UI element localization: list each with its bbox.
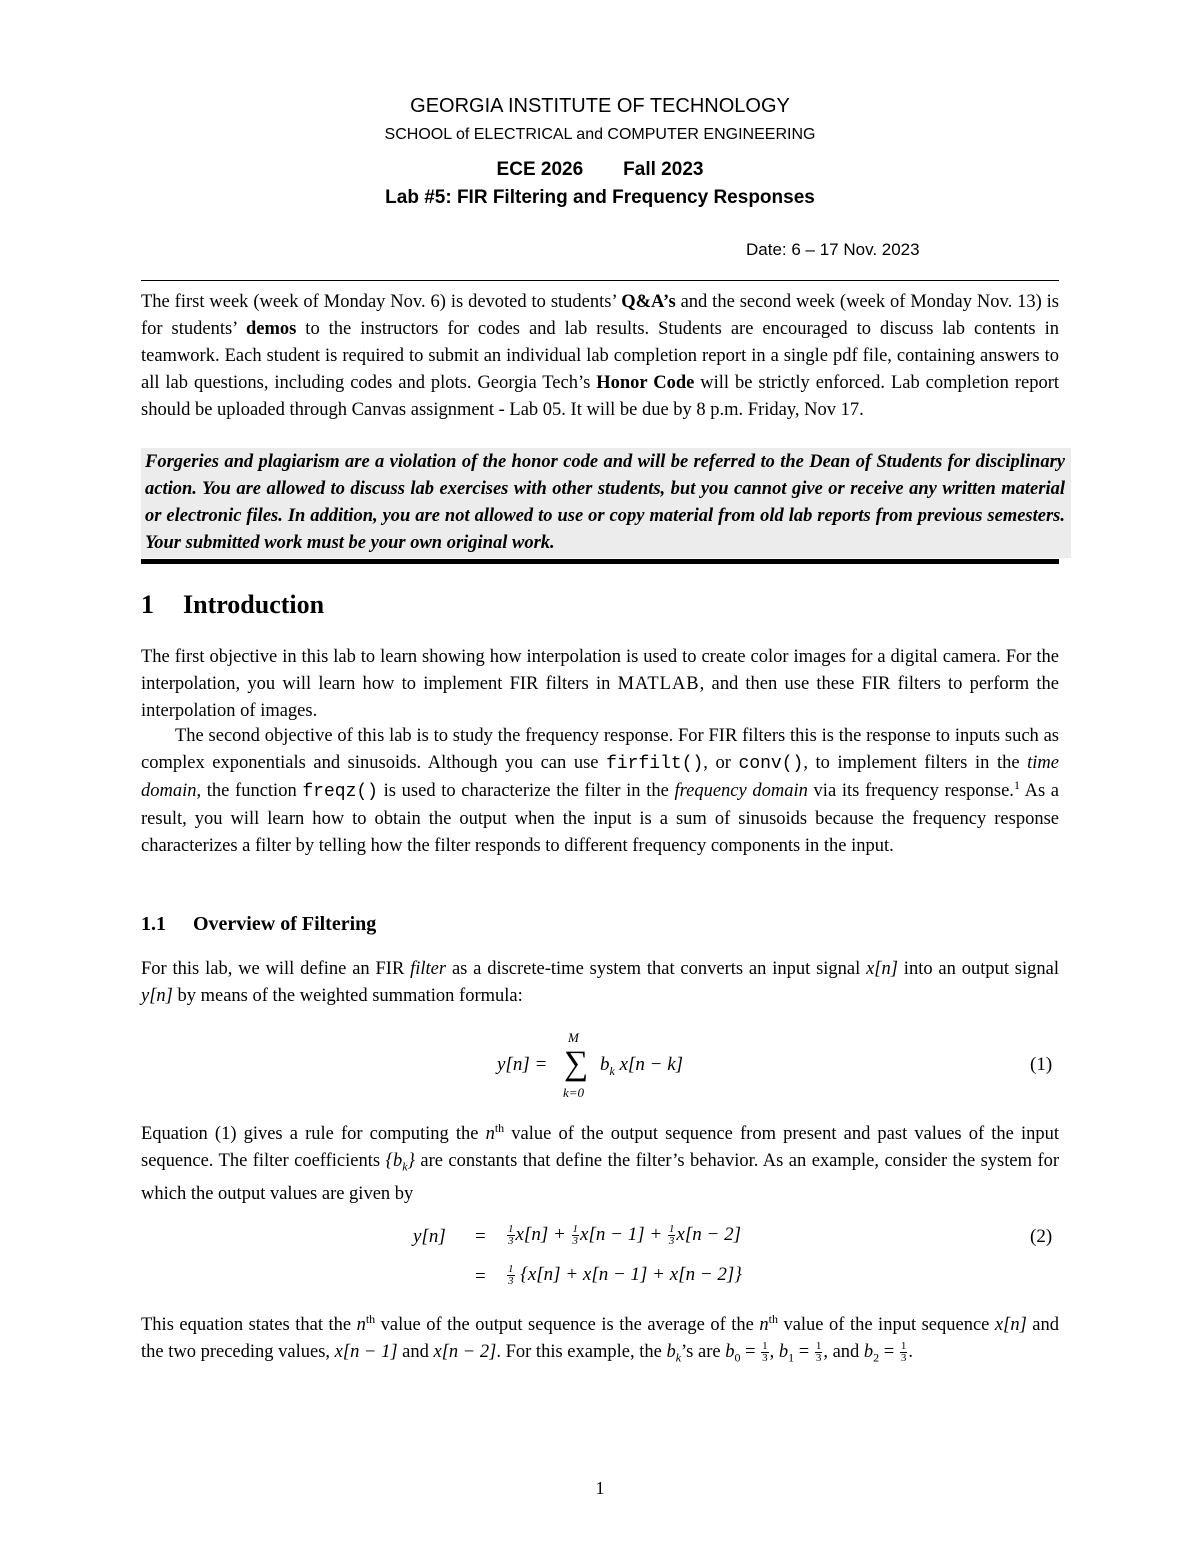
matlab-name: MATLAB bbox=[617, 674, 700, 694]
text: This equation states that the bbox=[141, 1315, 357, 1335]
course-term: Fall 2023 bbox=[623, 159, 704, 180]
school-name: SCHOOL of ELECTRICAL and COMPUTER ENGINEERING bbox=[384, 126, 816, 143]
text: , the function bbox=[196, 781, 303, 801]
fir-definition bbox=[141, 956, 1059, 1010]
frac-den: 3 bbox=[900, 1352, 907, 1365]
frac-num: 1 bbox=[668, 1223, 675, 1236]
eq2-lhs: y[n] bbox=[413, 1226, 446, 1247]
intro-objective-1 bbox=[141, 644, 1059, 725]
footnote-mark[interactable]: 1 bbox=[1013, 777, 1020, 792]
eq2-term2: x[n − 1] + bbox=[580, 1224, 667, 1245]
superscript: th bbox=[494, 1120, 505, 1135]
eq2-line2: {x[n] + x[n − 1] + x[n − 2]} bbox=[520, 1264, 742, 1285]
math-brace: } bbox=[407, 1151, 415, 1171]
code-conv: conv() bbox=[738, 754, 804, 774]
eq1-sub: k bbox=[609, 1063, 615, 1078]
superscript: th bbox=[365, 1311, 376, 1326]
text: is used to characterize the filter in the bbox=[378, 781, 675, 801]
text: and the two preceding values, bbox=[141, 1315, 1059, 1362]
text: , or bbox=[703, 753, 739, 773]
frac-num: 1 bbox=[815, 1340, 822, 1353]
superscript: th bbox=[768, 1311, 778, 1326]
text: As a result, you will learn how to obtain the output when the input is a sum of sinusoids because the frequency response characterizes a filter by telling how the filter responds to different frequency components in the input. bbox=[141, 781, 1060, 856]
section-title: Introduction bbox=[183, 590, 325, 619]
text: The first week (week of Monday Nov. 6) is devoted to students’ bbox=[141, 292, 622, 312]
lab-title: Lab #5: FIR Filtering and Frequency Responses bbox=[385, 187, 815, 208]
institute-name: GEORGIA INSTITUTE OF TECHNOLOGY bbox=[410, 95, 790, 117]
subscript: k bbox=[402, 1159, 408, 1174]
eq1-sum-upper: M bbox=[568, 1030, 579, 1045]
text: = bbox=[879, 1342, 899, 1362]
thick-divider bbox=[141, 559, 1059, 564]
frac-den: 3 bbox=[815, 1352, 822, 1365]
text: ’s are bbox=[681, 1342, 726, 1362]
eq2-term3: x[n − 2] bbox=[676, 1224, 741, 1245]
eq2-equals: = bbox=[475, 1226, 486, 1247]
math-b1: b bbox=[778, 1342, 789, 1362]
frac-num: 1 bbox=[900, 1340, 907, 1353]
subscript: k bbox=[675, 1350, 682, 1365]
eq1-sum-lower: k=0 bbox=[563, 1085, 585, 1100]
text: . For this example, the bbox=[496, 1342, 667, 1362]
intro-objective-2 bbox=[141, 723, 1059, 860]
time-domain-italic: time domain bbox=[141, 753, 1059, 801]
frequency-domain-italic: frequency domain bbox=[674, 781, 808, 801]
divider bbox=[141, 280, 1059, 281]
math-xn1: x[n − 1] bbox=[334, 1342, 398, 1362]
math-bk: {b bbox=[385, 1151, 403, 1171]
text: and bbox=[397, 1342, 434, 1362]
text: are constants that define the filter’s behavior. As an example, consider the system for which the output values are given by bbox=[141, 1151, 1060, 1204]
eq1-number: (1) bbox=[1030, 1054, 1053, 1075]
equation-explanation bbox=[141, 1121, 1059, 1208]
text: The second objective of this lab is to study the frequency response. For FIR filters this is the response to inputs such as complex exponentials and sinusoids. Although you can use bbox=[141, 726, 1059, 773]
lab-date: Date: 6 – 17 Nov. 2023 bbox=[746, 240, 920, 259]
frac-num: 1 bbox=[508, 1223, 514, 1236]
math-n: n bbox=[759, 1315, 769, 1335]
text: Equation (1) gives a rule for computing the bbox=[141, 1124, 486, 1144]
text: value of the output sequence is the average of the bbox=[375, 1315, 760, 1335]
text: via its frequency response. bbox=[807, 781, 1014, 801]
text: and the second week (week of Monday Nov. 13) is for students’ bbox=[141, 292, 1060, 339]
eq1-rhs: x[n − k] bbox=[614, 1054, 684, 1075]
text: , and then use these FIR filters to perform the interpolation of images. bbox=[141, 674, 1059, 721]
text: For this lab, we will define an FIR bbox=[141, 959, 411, 979]
text: value of the output sequence from present and past values of the input sequence. The filter coefficients bbox=[141, 1124, 1059, 1171]
subsection-title: Overview of Filtering bbox=[193, 913, 377, 935]
code-firfilt: firfilt() bbox=[606, 754, 704, 774]
section-heading bbox=[141, 590, 324, 620]
frac-den: 3 bbox=[668, 1235, 675, 1248]
sigma-icon: ∑ bbox=[564, 1045, 589, 1082]
subscript: 1 bbox=[788, 1350, 795, 1365]
frac-num: 1 bbox=[762, 1340, 768, 1353]
frac-den: 3 bbox=[762, 1352, 768, 1365]
text: to the instructors for codes and lab results. Students are encouraged to discuss lab contents in teamwork. Each student is required to submit an individual lab completion report in a single pdf file, containing answers to all lab questions, including codes and plots. Georgia Tech’s bbox=[141, 319, 1059, 393]
demos-bold: demos bbox=[245, 319, 297, 339]
code-freqz: freqz() bbox=[302, 782, 378, 802]
plagiarism-warning: Forgeries and plagiarism are a violation of the honor code and will be referred to the Dean of Students for disciplinary action. You are allowed to discuss lab exercises with other students, but you cannot give or receive any written material or electronic files. In addition, you are not allowed to use or copy material from old lab reports from previous semesters. Your submitted work must be your own original work. bbox=[145, 452, 1065, 553]
math-b0: b bbox=[725, 1342, 735, 1362]
math-yn: y[n] bbox=[141, 986, 173, 1006]
text: = bbox=[740, 1342, 761, 1362]
math-xn: x[n] bbox=[866, 959, 898, 979]
math-b: b bbox=[666, 1342, 676, 1362]
math-n: n bbox=[485, 1124, 495, 1144]
frac-den: 3 bbox=[508, 1275, 514, 1288]
math-b2: b bbox=[863, 1342, 874, 1362]
eq1-b: b bbox=[600, 1054, 610, 1075]
frac-num: 1 bbox=[508, 1263, 514, 1276]
text: The first objective in this lab to learn showing how interpolation is used to create color images for a digital camera. For the interpolation, you will learn how to implement FIR filters in bbox=[141, 647, 1059, 694]
eq2-term1: x[n] + bbox=[515, 1224, 571, 1245]
text: value of the input sequence bbox=[777, 1315, 995, 1335]
section-number: 1 bbox=[141, 590, 154, 619]
filter-italic: filter bbox=[410, 959, 447, 979]
text: = bbox=[794, 1342, 814, 1362]
subscript: 2 bbox=[873, 1350, 880, 1365]
equation-interpretation: This equation states that the $n^{th}$ value of the output sequence is the average of the $n^{th}$ value of the input sequence x[n] and the two preceding values, x[n − 1] and x[n − 2]. For this example, the $b_k’s$ are $b_0$ = $\frac{1}{3}$ , $b_1$ = $\frac{1}{3}$ , and $b_2$ = $\frac{1}{3}$ . bbox=[141, 1311, 1059, 1365]
qa-bold: Q&A’s bbox=[621, 292, 676, 312]
text: into an output signal bbox=[897, 959, 1060, 979]
math-n: n bbox=[356, 1315, 366, 1335]
intro-paragraph bbox=[141, 289, 1059, 424]
subsection-heading bbox=[141, 913, 376, 936]
math-xn: x[n] bbox=[994, 1315, 1027, 1335]
frac-num: 1 bbox=[572, 1223, 579, 1236]
math-xn2: x[n − 2] bbox=[433, 1342, 497, 1362]
text: will be strictly enforced. Lab completion report should be uploaded through Canvas assignment - Lab 05. It will be due by 8 p.m. Friday, Nov 17. bbox=[141, 373, 1059, 420]
frac-den: 3 bbox=[572, 1235, 579, 1248]
eq1-lhs: y[n] = bbox=[497, 1054, 548, 1075]
text: , and bbox=[823, 1342, 864, 1362]
course-line bbox=[0, 159, 1200, 181]
course-code: ECE 2026 bbox=[496, 159, 584, 180]
subsection-number: 1.1 bbox=[141, 913, 166, 935]
text: , to implement filters in the bbox=[803, 753, 1028, 773]
text: as a discrete-time system that converts an input signal bbox=[446, 959, 867, 979]
page-number: 1 bbox=[595, 1478, 605, 1498]
eq2-equals: = bbox=[475, 1266, 486, 1287]
frac-den: 3 bbox=[508, 1235, 514, 1248]
subscript: 0 bbox=[734, 1350, 741, 1365]
eq2-number: (2) bbox=[1030, 1226, 1053, 1247]
text: by means of the weighted summation formula: bbox=[172, 986, 523, 1006]
honor-code-bold: Honor Code bbox=[596, 373, 695, 393]
